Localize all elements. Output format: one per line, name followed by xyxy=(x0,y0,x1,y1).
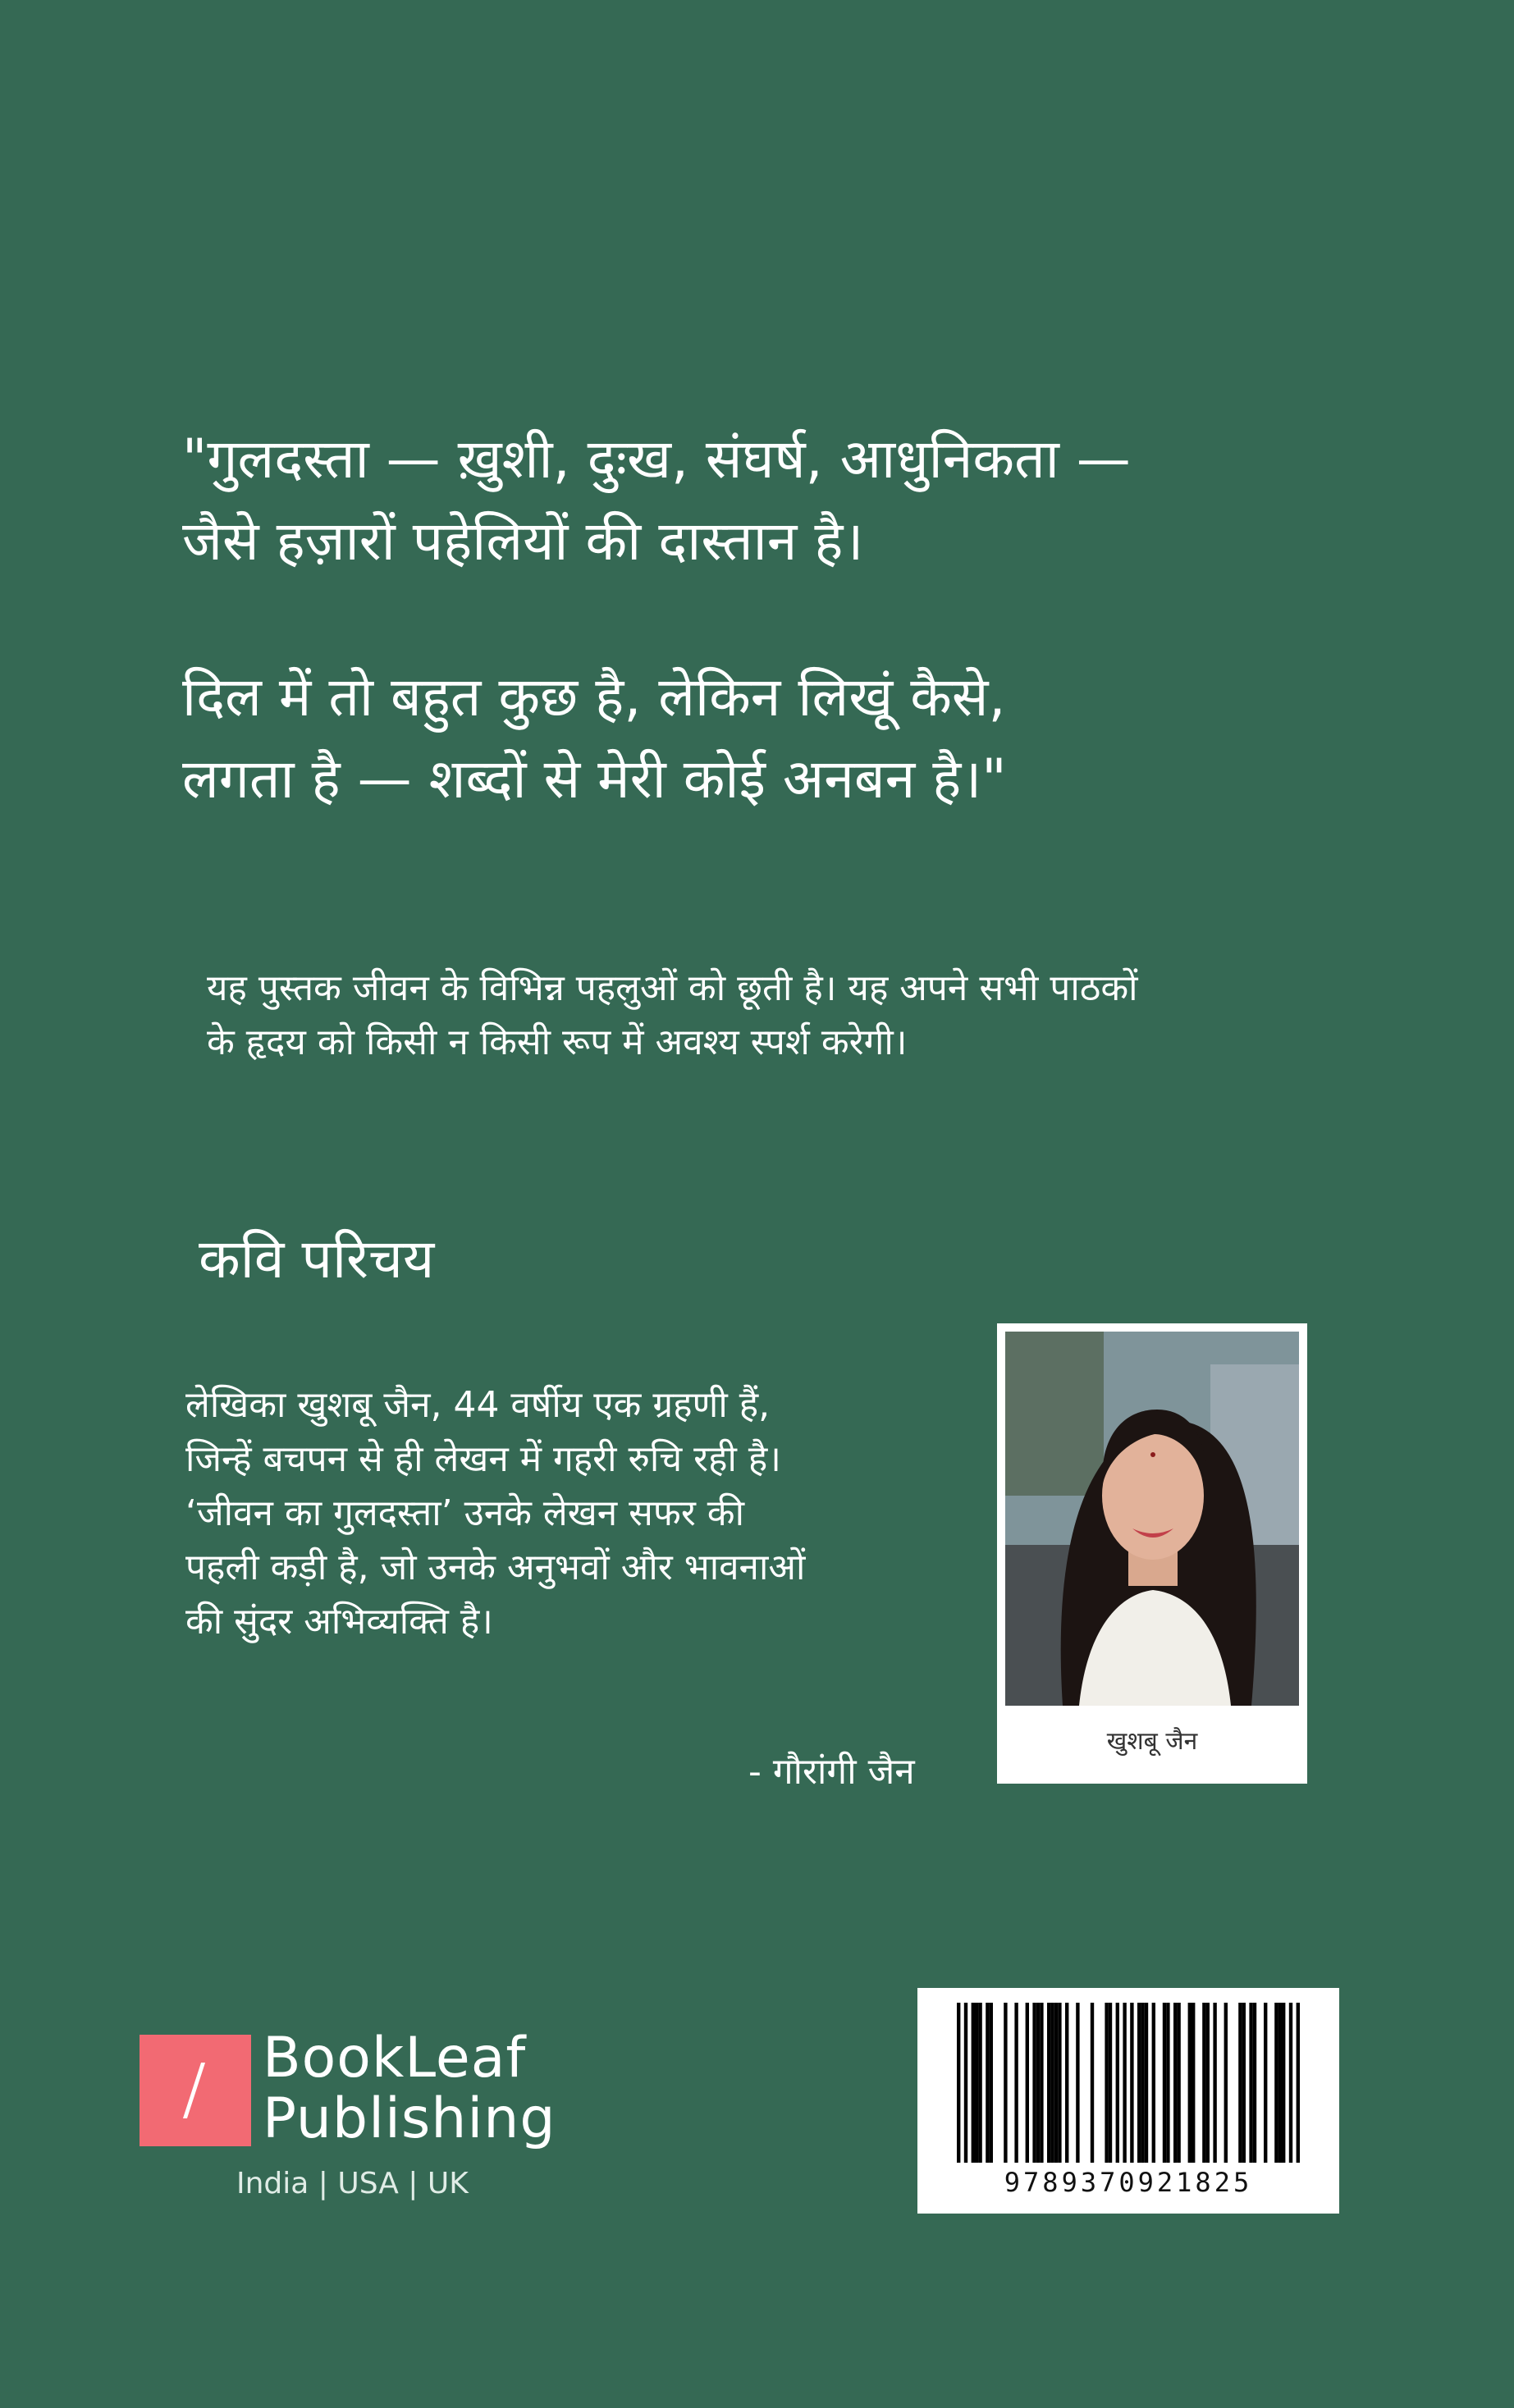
blurb-line-2: के हृदय को किसी न किसी रूप में अवश्य स्पर्श करेगी। xyxy=(207,1021,908,1063)
author-bio xyxy=(185,1378,973,1649)
book-blurb xyxy=(207,962,1356,1070)
quote-line-3: दिल में तो बहुत कुछ है, लेकिन लिखूं कैसे, xyxy=(182,665,1006,729)
publisher-name xyxy=(263,2028,556,2150)
bio-line-5: की सुंदर अभिव्यक्ति है। xyxy=(185,1601,493,1643)
publisher-name-line1: BookLeaf xyxy=(263,2026,527,2090)
publisher-slash-icon xyxy=(140,2035,251,2146)
author-photo xyxy=(1005,1332,1299,1706)
publisher-name-line2: Publishing xyxy=(263,2086,556,2151)
quote-line-4: लगता है — शब्दों से मेरी कोई अनबन है।" xyxy=(182,747,1007,811)
author-section-title: कवि परिचय xyxy=(199,1227,435,1291)
author-photo-card xyxy=(997,1323,1307,1784)
author-portrait-illustration xyxy=(1005,1332,1299,1706)
isbn-barcode xyxy=(917,1988,1339,2214)
isbn-number: 9789370921825 xyxy=(1004,2167,1253,2198)
cover-quote xyxy=(182,418,1331,820)
bio-line-2: जिन्हें बचपन से ही लेखन में गहरी रुचि रही है। xyxy=(185,1438,781,1480)
blurb-line-1: यह पुस्तक जीवन के विभिन्न पहलुओं को छूती है। यह अपने सभी पाठकों xyxy=(207,967,1138,1009)
bio-line-3: ‘जीवन का गुलदस्ता’ उनके लेखन सफर की xyxy=(185,1492,744,1534)
author-photo-caption: खुशबू जैन xyxy=(1106,1727,1198,1756)
bio-line-4: पहली कड़ी है, जो उनके अनुभवों और भावनाओं xyxy=(185,1547,806,1588)
bio-line-1: लेखिका खुशबू जैन, 44 वर्षीय एक ग्रहणी हैं, xyxy=(185,1384,771,1426)
publisher-regions: India | USA | UK xyxy=(236,2167,469,2200)
bio-signature: - गौरांगी जैन xyxy=(748,1751,915,1793)
quote-line-1: "गुलदस्ता — ख़ुशी, दुःख, संघर्ष, आधुनिकता — xyxy=(182,427,1131,491)
quote-line-2: जैसे हज़ारों पहेलियों की दास्तान है। xyxy=(182,509,864,573)
